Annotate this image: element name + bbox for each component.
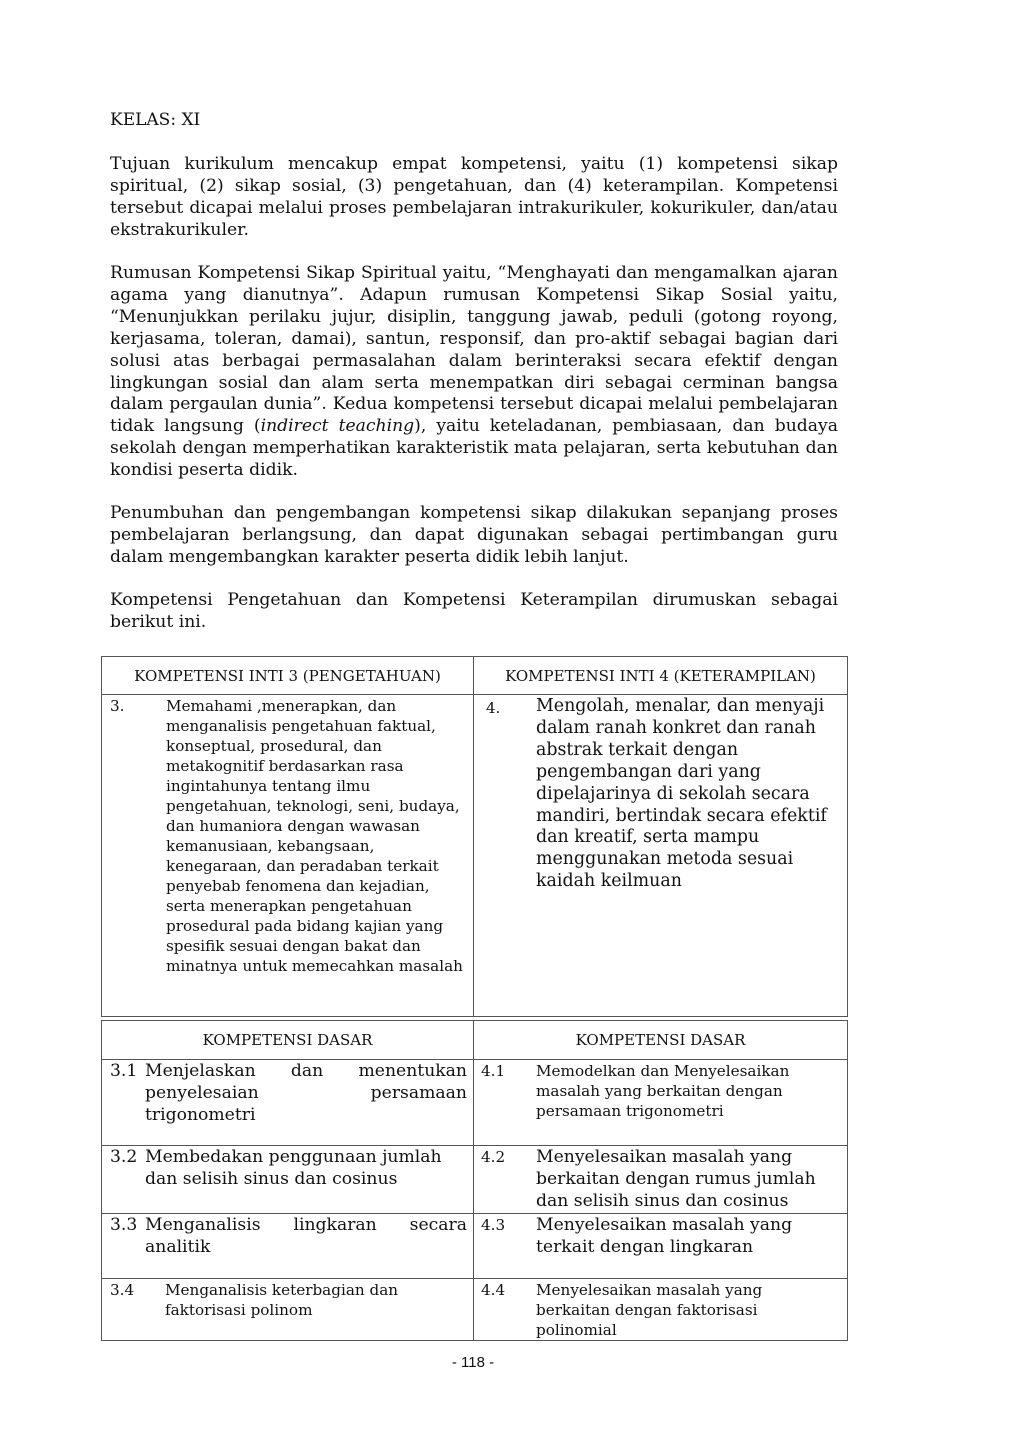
table-row: [102, 1213, 848, 1278]
ki3-number: 3.: [110, 697, 125, 715]
kd-number: 3.4: [110, 1280, 135, 1299]
ki4-text: Mengolah, menalar, dan menyaji dalam ranah konkret dan ranah abstrak terkait dengan pengembangan dari yang dipelajarinya di sekolah secara mandiri, bertindak secara efektif dan kreatif, serta mampu menggunakan metoda sesuai kaidah keilmuan: [536, 696, 827, 892]
kd-text: Menganalisis lingkaran secara analitik: [145, 1214, 467, 1257]
paragraph-text-before: Rumusan Kompetensi Sikap Spiritual yaitu, “Menghayati dan mengamalkan ajaran agama yang dianutnya”. Adapun rumusan Kompetensi Sikap Sosial yaitu, “Menunjukkan perilaku jujur, disiplin, tanggung jawab, peduli (gotong royong, kerjasama, toleran, damai), santun, responsif, dan pro-aktif sebagai bagian dari solusi atas berbagai permasalahan dalam berinteraksi secara efektif dengan lingkungan sosial dan alam serta menempatkan diri sebagai cerminan bangsa dalam pergaulan dunia”. Kedua kompetensi tersebut dicapai melalui pembelajaran tidak langsung (: [110, 263, 838, 437]
paragraph-intro-table: Kompetensi Pengetahuan dan Kompetensi Keterampilan dirumuskan sebagai berikut ini.: [110, 590, 838, 632]
header-kd-left: KOMPETENSI DASAR: [102, 1021, 474, 1060]
ki3-text: Memahami ,menerapkan, dan menganalisis pengetahuan faktual, konseptual, prosedural, dan metakognitif berdasarkan rasa ingintahunya tentang ilmu pengetahuan, teknologi, seni, budaya, dan humaniora dengan wawasan kemanusiaan, kebangsaan, kenegaraan, dan peradaban terkait penyebab fenomena dan kejadian, serta menerapkan pengetahuan prosedural pada bidang kajian yang spesifik sesuai dengan bakat dan minatnya untuk memecahkan masalah: [166, 697, 463, 975]
kd-number: 3.2: [110, 1147, 138, 1167]
kd-number: 4.2: [481, 1148, 506, 1166]
paragraph-attitude-competence: [110, 263, 838, 482]
kd-number: 4.1: [481, 1062, 506, 1080]
paragraph-curriculum-goals: Tujuan kurikulum mencakup empat kompetensi, yaitu (1) kompetensi sikap spiritual, (2) sikap sosial, (3) pengetahuan, dan (4) keterampilan. Kompetensi tersebut dicapai melalui proses pembelajaran intrakurikuler, kokurikuler, dan/atau ekstrakurikuler.: [110, 154, 838, 240]
kd-text: Menjelaskan dan menentukan penyelesaian persamaan trigonometri: [145, 1061, 467, 1125]
basic-competence-table: [101, 1020, 848, 1341]
kd-text: Menyelesaikan masalah yang berkaitan dengan rumus jumlah dan selisih sinus dan cosinus: [536, 1147, 816, 1211]
ki3-cell: [102, 695, 474, 1017]
header-kd-right: KOMPETENSI DASAR: [474, 1021, 848, 1060]
kd-text: Membedakan penggunaan jumlah dan selisih sinus dan cosinus: [145, 1147, 442, 1189]
italic-term: indirect teaching: [260, 416, 415, 437]
paragraph-attitude-development: Penumbuhan dan pengembangan kompetensi sikap dilakukan sepanjang proses pembelajaran berlangsung, dan dapat digunakan sebagai pertimbangan guru dalam mengembangkan karakter peserta didik lebih lanjut.: [110, 503, 838, 567]
kd-text: Menyelesaikan masalah yang terkait dengan lingkaran: [536, 1214, 793, 1257]
header-ki3: KOMPETENSI INTI 3 (PENGETAHUAN): [102, 657, 474, 695]
kd-number: 4.3: [481, 1215, 506, 1234]
header-ki4: KOMPETENSI INTI 4 (KETERAMPILAN): [474, 657, 848, 695]
table-row: [102, 1278, 848, 1340]
ki4-number: 4.: [486, 699, 501, 717]
ki4-cell: [474, 695, 848, 1017]
paragraph-text-after: ), yaitu keteladanan, pembiasaan, dan budaya sekolah dengan memperhatikan karakteristik mata pelajaran, serta kebutuhan dan kondisi peserta didik.: [110, 416, 838, 481]
table-row: [102, 1060, 848, 1146]
kd-text: Memodelkan dan Menyelesaikan masalah yang berkaitan dengan persamaan trigonometri: [536, 1062, 790, 1120]
class-heading: KELAS: XI: [110, 110, 201, 130]
table-row: [102, 1146, 848, 1214]
page-number: - 118 -: [451, 1354, 495, 1371]
kd-number: 4.4: [481, 1280, 506, 1299]
kd-text: Menganalisis keterbagian dan faktorisasi polinom: [165, 1280, 399, 1319]
kd-number: 3.3: [110, 1214, 138, 1235]
core-competence-table: [101, 656, 848, 1017]
kd-text: Menyelesaikan masalah yang berkaitan dengan faktorisasi polinomial: [536, 1280, 763, 1339]
kd-number: 3.1: [110, 1061, 138, 1081]
